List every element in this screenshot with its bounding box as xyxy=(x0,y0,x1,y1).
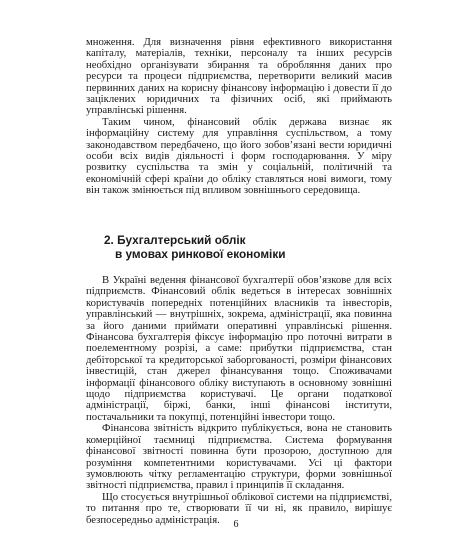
paragraph: В Україні ведення фінансової бухгалтерії обов’язкове для всіх підприємств. Фінансовий облік ведеться в інтересах зовнішніх користувачів попередніх потенційних власників та інвесторів, управлінський — внутрішніх, зокрема, адміністрації, яка повинна за його даними приймати оперативні управлінські рішення. Фінансова бухгалтерія фіксує інформацію про поточні витрати в поелементному розрізі, а саме: прибутки підприємства, стан дебіторської та кредиторської заборгованості, розміри фінансових інвестицій, стан джерел фінансування тощо. Споживачами інформації фінансового обліку виступають в основному зовнішні щодо підприємства користувачі. Це органи податкової адміністрації, біржі, банки, інші фінансові інститути, постачальники та покупці, потенційні інвестори тощо. xyxy=(86,274,392,423)
body-text-section xyxy=(86,275,392,526)
paragraph: Фінансова звітність відкрито публікується, вона не становить комерційної таємниці підприємства. Система формування фінансової звітності повинна бути прозорою, доступною для розуміння компетентними користувачами. Усі ці фактори зумовлюють чітку регламентацію структури, форми зовнішньої звітності підприємства, правил і принципів її складання. xyxy=(86,422,392,492)
section-subtitle: в умовах ринкової економіки xyxy=(115,247,286,261)
paragraph: множення. Для визначення рівня ефективного використання капіталу, матеріалів, техніки, персоналу та інших ресурсів необхідно організувати збирання та обробляння даних про ресурси та процеси підприємства, перетворити великий масив первинних даних на корисну фінансову інформацію і довести її до заціклених юридичних та фізичних осіб, які приймають управлінські рішення. xyxy=(86,36,392,117)
paragraph: Таким чином, фінансовий облік держава визнає як інформаційну систему для управління суспільством, а тому законодавством передбачено, що його зобов’язані вести юридичні особи всіх видів діяльності і форм господарювання. У міру розвитку суспільства та змін у соціальній, політичній та економічній сфері країни до обліку ставляться нові вимоги, тому він також змінюється під впливом зовнішнього середовища. xyxy=(86,115,392,197)
page-number: 6 xyxy=(233,519,239,530)
section-heading xyxy=(104,233,384,261)
paragraph: Що стосується внутрішньої облікової системи на підприємстві, то питання про те, створювати її чи ні, як правило, вирішує безпосередньо адміністрація. xyxy=(86,490,392,526)
section-title: 2. Бухгалтерський облік xyxy=(104,233,246,247)
body-text-top xyxy=(86,37,392,197)
